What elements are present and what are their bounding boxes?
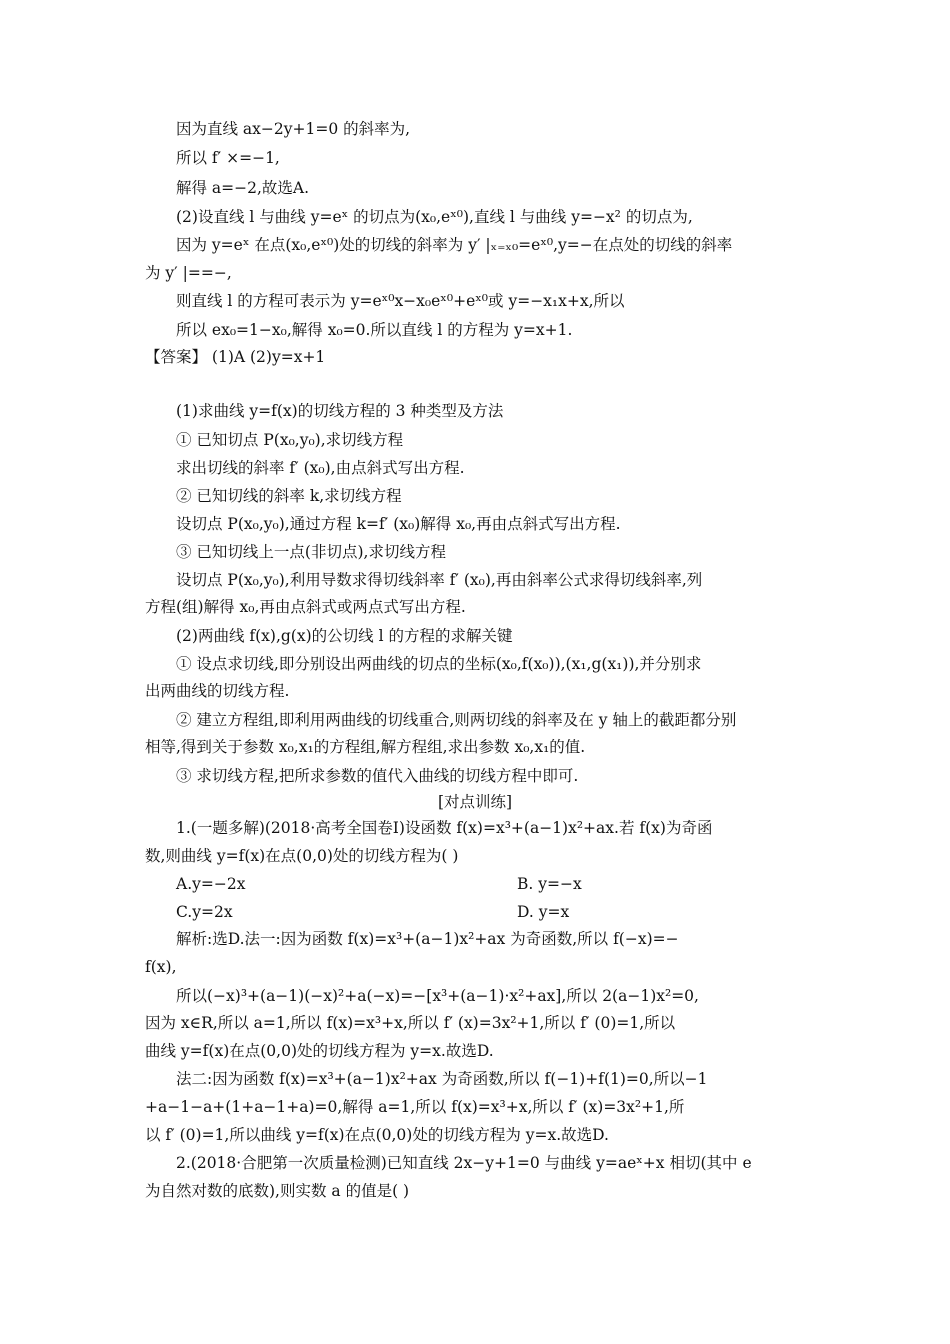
text-line: 所以(−x)³+(a−1)(−x)²+a(−x)=−[x³+(a−1)·x²+ax],所以 2(a−1)x²=0, — [176, 987, 699, 1005]
text-line: 因为 x∈R,所以 a=1,所以 f(x)=x³+x,所以 f′ (x)=3x²+1,所以 f′ (0)=1,所以 — [145, 1014, 676, 1032]
text-line: 求出切线的斜率 f′ (x₀),由点斜式写出方程. — [176, 459, 465, 477]
text-line: 因为 y=eˣ 在点(x₀,eˣ⁰)处的切线的斜率为 y′ |ₓ₌ₓ₀=eˣ⁰,y=−在点处的切线的斜率 — [176, 236, 733, 254]
option-a: A.y=−2x — [176, 875, 246, 893]
text-line: 数,则曲线 y=f(x)在点(0,0)处的切线方程为( ) — [145, 847, 459, 865]
text-line: 则直线 l 的方程可表示为 y=eˣ⁰x−x₀eˣ⁰+eˣ⁰或 y=−x₁x+x,所以 — [176, 292, 625, 310]
text-line: 所以 f′ ×=−1, — [176, 149, 280, 167]
text-line: 设切点 P(x₀,y₀),通过方程 k=f′ (x₀)解得 x₀,再由点斜式写出方程. — [176, 515, 621, 533]
text-line: 解析:选D.法一:因为函数 f(x)=x³+(a−1)x²+ax 为奇函数,所以 f(−x)=− — [176, 930, 679, 948]
text-line: ① 设点求切线,即分别设出两曲线的切点的坐标(x₀,f(x₀)),(x₁,g(x₁)),并分别求 — [176, 655, 702, 673]
text-line: 出两曲线的切线方程. — [145, 682, 290, 700]
text-line: (2)设直线 l 与曲线 y=eˣ 的切点为(x₀,eˣ⁰),直线 l 与曲线 y=−x² 的切点为, — [176, 208, 693, 226]
text-line: 以 f′ (0)=1,所以曲线 y=f(x)在点(0,0)处的切线方程为 y=x.故选D. — [145, 1126, 609, 1144]
text-line: 相等,得到关于参数 x₀,x₁的方程组,解方程组,求出参数 x₀,x₁的值. — [145, 738, 586, 756]
option-c: C.y=2x — [176, 903, 233, 921]
section-heading: [对点训练] — [437, 793, 513, 811]
text-line: 1.(一题多解)(2018·高考全国卷Ⅰ)设函数 f(x)=x³+(a−1)x²+ax.若 f(x)为奇函 — [176, 819, 713, 837]
text-line: 设切点 P(x₀,y₀),利用导数求得切线斜率 f′ (x₀),再由斜率公式求得切线斜率,列 — [176, 571, 703, 589]
text-line: 所以 ex₀=1−x₀,解得 x₀=0.所以直线 l 的方程为 y=x+1. — [176, 321, 573, 339]
text-line: 方程(组)解得 x₀,再由点斜式或两点式写出方程. — [145, 598, 466, 616]
text-line: +a−1−a+(1+a−1+a)=0,解得 a=1,所以 f(x)=x³+x,所以 f′ (x)=3x²+1,所 — [145, 1098, 685, 1116]
text-line: ③ 已知切线上一点(非切点),求切线方程 — [176, 543, 446, 561]
text-line: ② 已知切线的斜率 k,求切线方程 — [176, 487, 402, 505]
answer-line: 【答案】 (1)A (2)y=x+1 — [145, 348, 326, 366]
text-line: (2)两曲线 f(x),g(x)的公切线 l 的方程的求解关键 — [176, 627, 513, 645]
text-line: f(x), — [145, 958, 177, 976]
text-line: ③ 求切线方程,把所求参数的值代入曲线的切线方程中即可. — [176, 767, 579, 785]
text-line: (1)求曲线 y=f(x)的切线方程的 3 种类型及方法 — [176, 402, 504, 420]
text-line: 因为直线 ax−2y+1=0 的斜率为, — [176, 120, 411, 138]
text-line: ① 已知切点 P(x₀,y₀),求切线方程 — [176, 431, 404, 449]
option-b: B. y=−x — [517, 875, 582, 893]
option-d: D. y=x — [517, 903, 570, 921]
text-line: 为 y′ |==−, — [145, 264, 232, 282]
text-line: 为自然对数的底数),则实数 a 的值是( ) — [145, 1182, 410, 1200]
text-line: 曲线 y=f(x)在点(0,0)处的切线方程为 y=x.故选D. — [145, 1042, 494, 1060]
text-line: 2.(2018·合肥第一次质量检测)已知直线 2x−y+1=0 与曲线 y=aeˣ+x 相切(其中 e — [176, 1154, 752, 1172]
text-line: 法二:因为函数 f(x)=x³+(a−1)x²+ax 为奇函数,所以 f(−1)+f(1)=0,所以−1 — [176, 1070, 708, 1088]
text-line: 解得 a=−2,故选A. — [176, 179, 310, 197]
text-line: ② 建立方程组,即利用两曲线的切线重合,则两切线的斜率及在 y 轴上的截距都分别 — [176, 711, 737, 729]
